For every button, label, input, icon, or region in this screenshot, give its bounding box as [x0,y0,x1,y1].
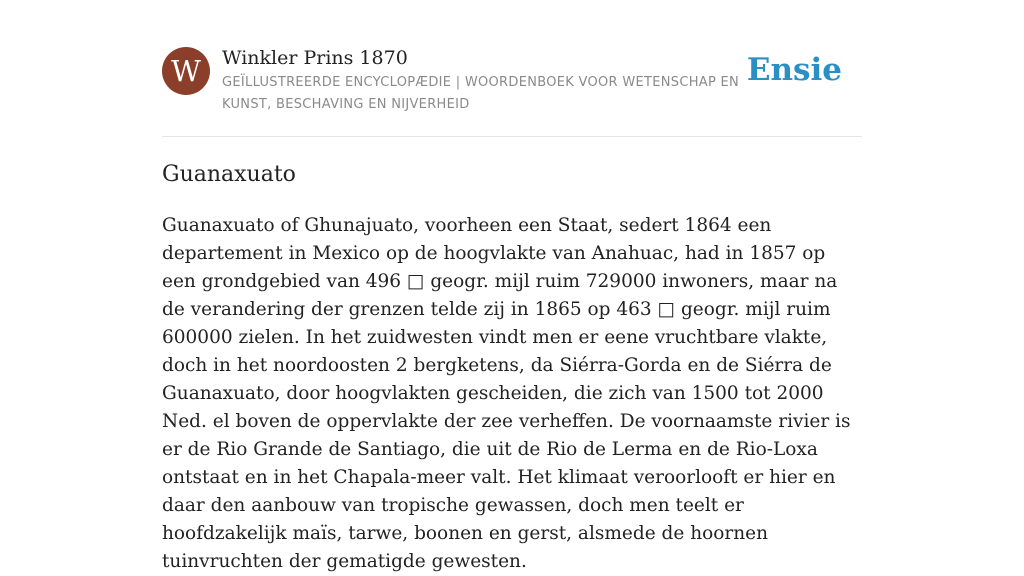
source-title[interactable]: Winkler Prins 1870 [222,47,408,69]
source-subtitle: GEÏLLUSTREERDE ENCYCLOPÆDIE | WOORDENBOEK VOOR WETENSCHAP EN KUNST, BESCHAVING EN NIJVERHEID [222,75,740,112]
source-header [162,44,862,137]
entry-title: Guanaxuato [162,162,296,187]
entry-body-text: Guanaxuato of Ghunajuato, voorheen een Staat, sedert 1864 een departement in Mexico op de hoogvlakte van Anahuac, had in 1857 op een grondgebied van 496 □ geogr. mijl ruim 729000 inwoners, maar na de verandering der grenzen telde zij in 1865 op 463 □ geogr. mijl ruim 600000 zielen. In het zuidwesten vindt men er eene vruchtbare vlakte, doch in het noordoosten 2 bergketens, da Siérra-Gorda en de Siérra de Guanaxuato, door hoogvlakten gescheiden, die zich van 1500 tot 2000 Ned. el boven de oppervlakte der zee verheffen. De voornaamste rivier is er de Rio Grande de Santiago, die uit de Rio de Lerma en de Rio-Loxa ontstaat en in het Chapala-meer valt. Het klimaat veroorlooft er hier en daar den aanbouw van tropische gewassen, doch men teelt er hoofdzakelijk maïs, tarwe, boonen en gerst, alsmede de hoornen tuinvruchten der gematigde gewesten. [162,215,851,572]
source-avatar[interactable]: W [162,47,210,95]
ensie-logo-link[interactable]: Ensie [746,52,842,88]
